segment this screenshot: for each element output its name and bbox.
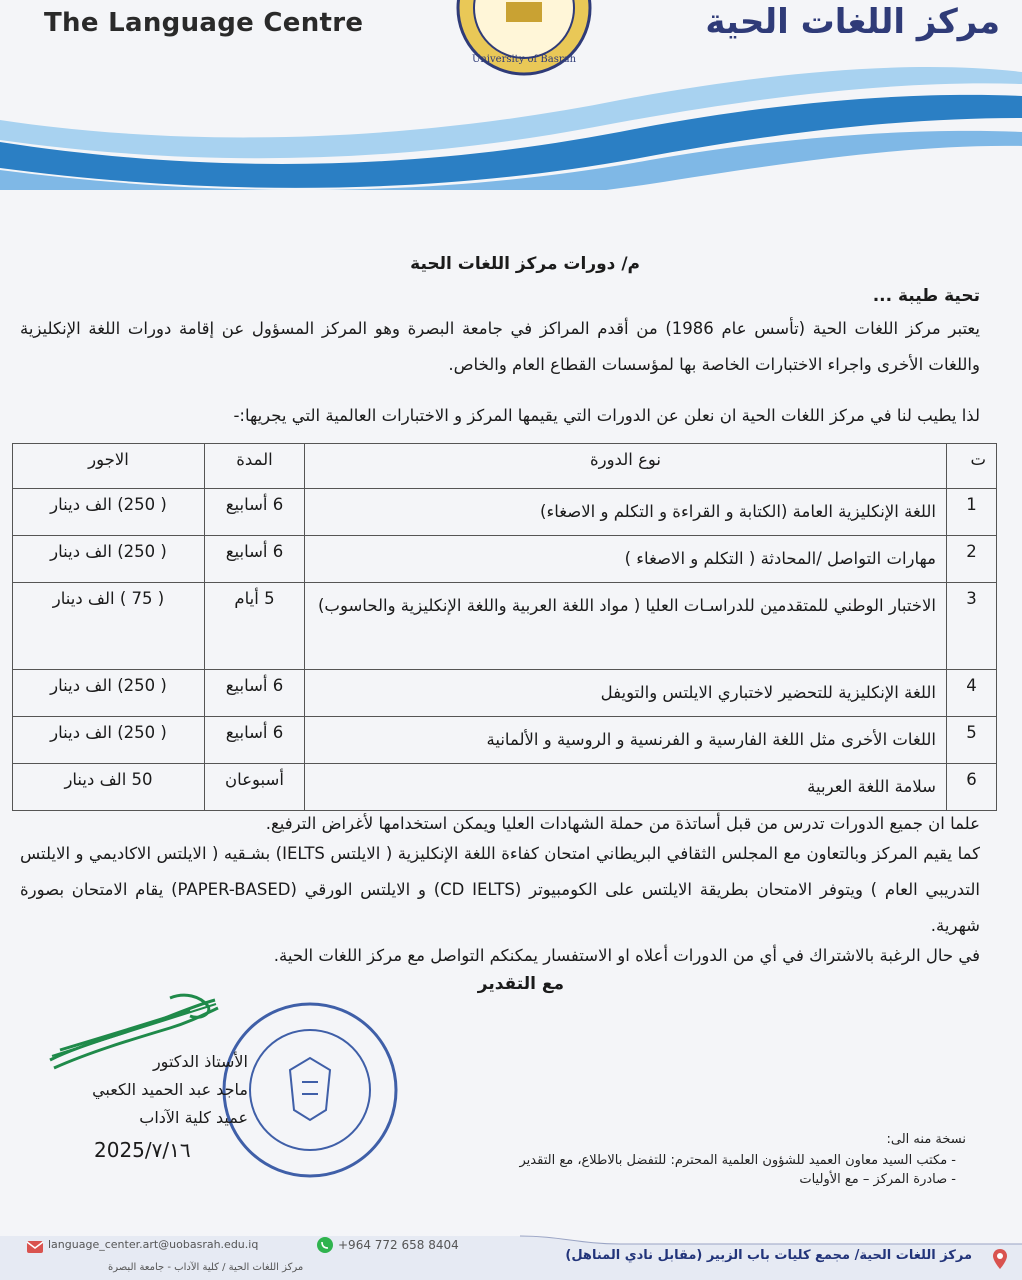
signer-title: الأستاذ الدكتور: [152, 1052, 248, 1071]
table-row: [13, 489, 997, 536]
row-course: مهارات التواصل /المحادثة ( التكلم و الاصغاء ): [305, 536, 947, 583]
row-fee: 50 الف دينار: [13, 764, 205, 811]
header-duration: المدة: [205, 444, 305, 489]
table-row: [13, 764, 997, 811]
table-row: [13, 717, 997, 764]
mail-icon: [26, 1240, 44, 1254]
footer-address: مركز اللغات الحية/ مجمع كليات باب الزبير (مقابل نادي المناهل): [565, 1248, 972, 1263]
table-row: [13, 670, 997, 717]
row-course: سلامة اللغة العربية: [305, 764, 947, 811]
row-fee: ( 250) الف دينار: [13, 717, 205, 764]
cc-item: - صادرة المركز – مع الأوليات: [520, 1170, 967, 1189]
row-duration: 6 أسابيع: [205, 670, 305, 717]
university-logo: [454, 0, 594, 78]
signer-name: ماجد عبد الحميد الكعبي: [92, 1080, 248, 1099]
lead-paragraph: لذا يطيب لنا في مركز اللغات الحية ان نعلن عن الدورات التي يقيمها المركز و الاختبارات العالمية التي يجريها:-: [233, 406, 980, 425]
row-course: الاختبار الوطني للمتقدمين للدراسـات العليا ( مواد اللغة العربية واللغة الإنكليزية والحاسوب): [305, 583, 947, 670]
row-number: 5: [947, 717, 997, 764]
regards: مع التقدير: [477, 974, 564, 994]
intro-paragraph: يعتبر مركز اللغات الحية (تأسس عام 1986) من أقدم المراكز في جامعة البصرة وهو المركز المسؤول عن إقامة دورات اللغة الإنكليزية واللغات الأخرى واجراء الاختبارات الخاصة بها لمؤسسات القطاع العام والخاص.: [20, 319, 980, 374]
footer-phone[interactable]: +964 772 658 8404: [338, 1238, 459, 1252]
row-duration: 6 أسابيع: [205, 489, 305, 536]
letter-subject: م/ دورات مركز اللغات الحية: [410, 254, 640, 274]
row-duration: 6 أسابيع: [205, 536, 305, 583]
footer-email[interactable]: language_center.art@uobasrah.edu.iq: [48, 1238, 259, 1251]
cc-list: [520, 1130, 967, 1189]
teachers-note: علما ان جميع الدورات تدرس من قبل أساتذة من حملة الشهادات العليا ويمكن استخدامها لأغراض الترفيع.: [265, 814, 980, 833]
row-fee: ( 250) الف دينار: [13, 670, 205, 717]
brand-arabic: مركز اللغات الحية: [705, 2, 1000, 42]
letterhead: [0, 0, 1022, 190]
location-pin-icon: [992, 1248, 1008, 1270]
cc-item: - مكتب السيد معاون العميد للشؤون العلمية المحترم: للتفضل بالاطلاع، مع التقدير: [520, 1151, 967, 1170]
brand-english: The Language Centre: [44, 8, 364, 38]
footer: [0, 1228, 1022, 1280]
row-duration: أسبوعان: [205, 764, 305, 811]
header-number: ت: [947, 444, 997, 489]
row-number: 1: [947, 489, 997, 536]
footer-facebook[interactable]: مركز اللغات الحية / كلية الآداب - جامعة البصرة: [108, 1262, 304, 1273]
row-number: 3: [947, 583, 997, 670]
row-course: اللغة الإنكليزية العامة (الكتابة و القراءة و التكلم و الاصغاء): [305, 489, 947, 536]
row-fee: ( 250) الف دينار: [13, 489, 205, 536]
signer-position: عميد كلية الآداب: [139, 1108, 248, 1127]
table-row: [13, 583, 997, 670]
courses-table: [12, 443, 997, 811]
signer-block: [48, 1048, 248, 1132]
row-fee: ( 75 ) الف دينار: [13, 583, 205, 670]
row-duration: 5 أيام: [205, 583, 305, 670]
logo-text: University of Basrah: [471, 54, 577, 65]
row-course: اللغة الإنكليزية للتحضير لاختباري الايلتس والتويفل: [305, 670, 947, 717]
ielts-note: كما يقيم المركز وبالتعاون مع المجلس الثقافي البريطاني امتحان كفاءة اللغة الإنكليزية ( الايلتس IELTS) بشـقيه ( الايلتس الاكاديمي و الايلتس التدريبي العام ) ويتوفر الامتحان بطريقة الايلتس على الكومبيوتر (CD IELTS) و الايلتس الورقي (PAPER-BASED) يقام الامتحان بصورة شهرية.: [20, 844, 980, 935]
row-duration: 6 أسابيع: [205, 717, 305, 764]
row-fee: ( 250) الف دينار: [13, 536, 205, 583]
table-row: [13, 536, 997, 583]
row-number: 4: [947, 670, 997, 717]
header-course-type: نوع الدورة: [305, 444, 947, 489]
row-course: اللغات الأخرى مثل اللغة الفارسية و الفرنسية و الروسية و الألمانية: [305, 717, 947, 764]
row-number: 6: [947, 764, 997, 811]
contact-note: في حال الرغبة بالاشتراك في أي من الدورات أعلاه او الاستفسار يمكنكم التواصل مع مركز اللغات الحية.: [273, 946, 980, 965]
signature-date: 2025/٧/١٦: [94, 1138, 191, 1162]
header-fee: الاجور: [13, 444, 205, 489]
table-header-row: [13, 444, 997, 489]
whatsapp-icon: [316, 1236, 334, 1254]
cc-title: نسخة منه الى:: [886, 1132, 966, 1147]
greeting: تحية طيبة ...: [872, 286, 980, 306]
row-number: 2: [947, 536, 997, 583]
